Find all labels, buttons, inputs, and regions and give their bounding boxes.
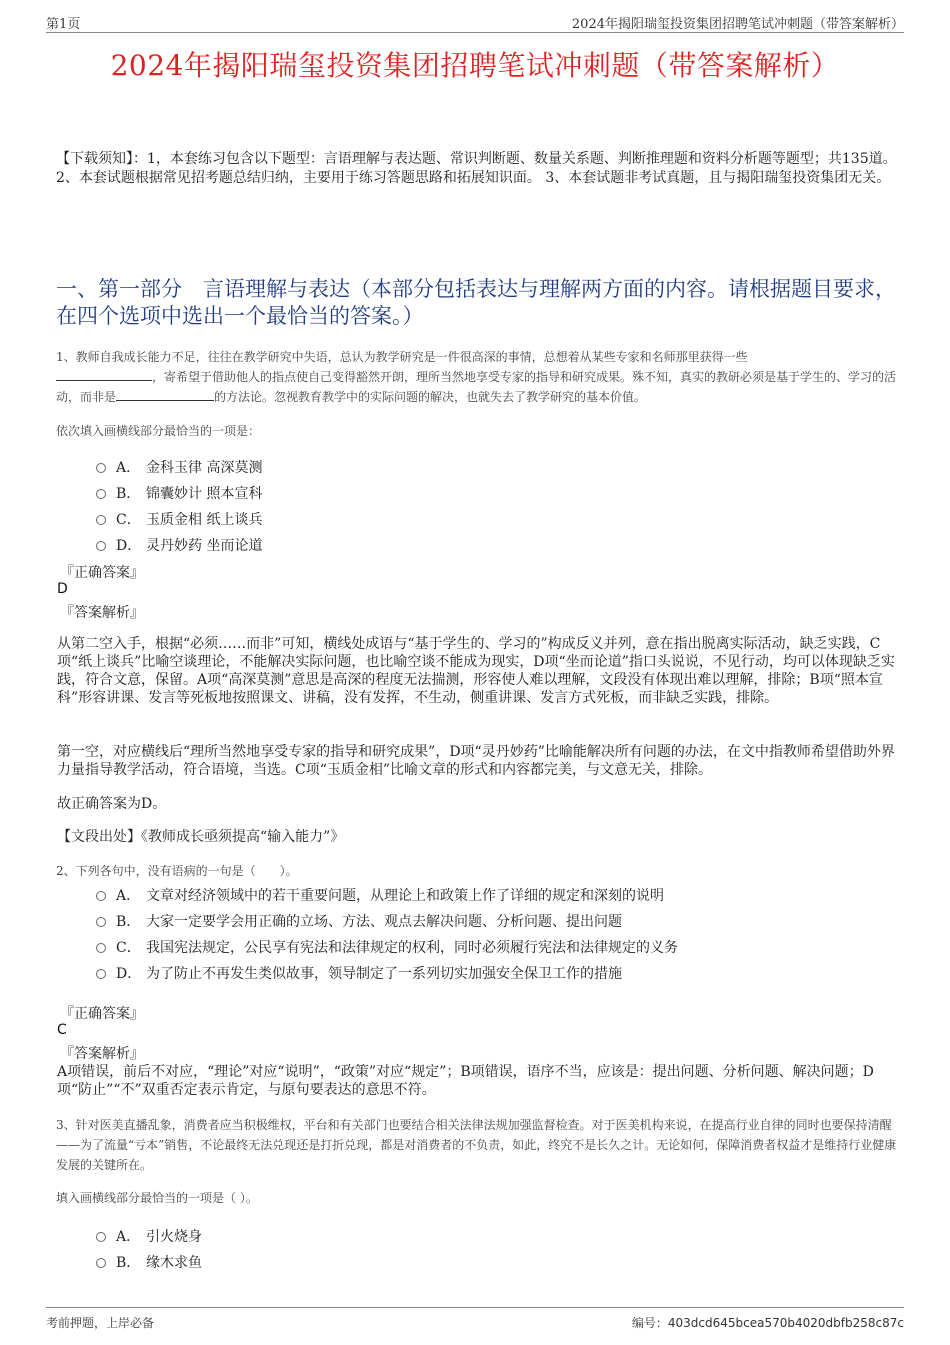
footer-slogan: 考前押题，上岸必备 bbox=[46, 1316, 155, 1330]
q1-answer: D bbox=[57, 581, 68, 597]
q2-option-d[interactable]: D． 为了防止不再发生类似故事，领导制定了一系列切实加强安全保卫工作的措施 bbox=[96, 963, 622, 983]
radio-icon[interactable] bbox=[96, 463, 106, 473]
radio-icon[interactable] bbox=[96, 943, 106, 953]
document-title: 2024年揭阳瑞玺投资集团招聘笔试冲刺题（带答案解析） bbox=[110, 49, 840, 82]
question-3-text: 3、针对医美直播乱象，消费者应当积极维权，平台和有关部门也要结合相关法律法规加强监督检查。对于医美机构来说，在提高行业自律的同时也要保持清醒——为了流量“亏本”销售，不论最终无法兑现还是打折兑现，都是对消费者的不负责，如此，终究不是长久之计。无论如何，保障消费者权益才是维持行业健康发展的关键所在。 bbox=[56, 1118, 897, 1172]
footer-code: 编号：403dcd645bcea570b4020dbfb258c87c bbox=[631, 1316, 904, 1330]
fill-blank-2 bbox=[116, 388, 214, 401]
radio-icon[interactable] bbox=[96, 969, 106, 979]
q1-analysis-label: 『答案解析』 bbox=[60, 605, 144, 621]
q1-option-a[interactable]: A． 金科玉律 高深莫测 bbox=[96, 457, 262, 477]
question-3-prompt: 填入画横线部分最恰当的一项是（ ）。 bbox=[56, 1191, 258, 1205]
q3-option-b[interactable]: B． 缘木求鱼 bbox=[96, 1252, 202, 1272]
header-title: 2024年揭阳瑞玺投资集团招聘笔试冲刺题（带答案解析） bbox=[571, 17, 904, 32]
q1-source: 【文段出处】《教师成长亟须提高“输入能力”》 bbox=[57, 829, 345, 845]
q2-answer: C bbox=[57, 1022, 67, 1038]
question-2-text: 2、下列各句中，没有语病的一句是（ ）。 bbox=[56, 864, 298, 878]
radio-icon[interactable] bbox=[96, 541, 106, 551]
q2-analysis: A项错误，前后不对应，“理论”对应“说明”，“政策”对应“规定”；B项错误，语序不当，应该是：提出问题、分析问题、解决问题；D项“防止”“不”双重否定表示肯定，与原句要表达的意思不符。 bbox=[57, 1064, 874, 1098]
q1-option-d[interactable]: D． 灵丹妙药 坐而论道 bbox=[96, 535, 262, 555]
radio-icon[interactable] bbox=[96, 1258, 106, 1268]
q1-answer-label: 『正确答案』 bbox=[60, 565, 144, 581]
radio-icon[interactable] bbox=[96, 891, 106, 901]
page-header bbox=[46, 10, 904, 33]
page-number: 第1页 bbox=[46, 17, 81, 32]
question-1-prompt: 依次填入画横线部分最恰当的一项是： bbox=[56, 424, 261, 438]
q2-answer-label: 『正确答案』 bbox=[60, 1006, 144, 1022]
q1-analysis-para-2: 第一空，对应横线后“理所当然地享受专家的指导和研究成果”，D项“灵丹妙药”比喻能解决所有问题的办法，在文中指教师希望借助外界力量指导教学活动，符合语境，当选。C项“玉质金相”比喻文章的形式和内容都完美，与文意无关，排除。 bbox=[57, 744, 895, 778]
q3-option-a[interactable]: A． 引火烧身 bbox=[96, 1226, 202, 1246]
q1-analysis-para-3: 故正确答案为D。 bbox=[57, 796, 167, 812]
q2-option-b[interactable]: B． 大家一定要学会用正确的立场、方法、观点去解决问题、分析问题、提出问题 bbox=[96, 911, 622, 931]
radio-icon[interactable] bbox=[96, 489, 106, 499]
radio-icon[interactable] bbox=[96, 917, 106, 927]
question-1-text: 1、教师自我成长能力不足，往往在教学研究中失语，总认为教学研究是一件很高深的事情，总想着从某些专家和名师那里获得一些 ，寄希望于借助他人的指点使自己变得豁然开朗，理所当然地享受专家的指导和研究成果。殊不知，真实的教研必须是基于学生的、学习的活动，而非是 的方法论。忽视教育教学中的实际问题的解决，也就失去了教学研究的基本价值。 bbox=[56, 350, 897, 404]
q2-option-a[interactable]: A． 文章对经济领域中的若干重要问题，从理论上和政策上作了详细的规定和深刻的说明 bbox=[96, 885, 664, 905]
radio-icon[interactable] bbox=[96, 515, 106, 525]
q2-analysis-label: 『答案解析』 bbox=[60, 1046, 144, 1062]
q1-option-b[interactable]: B． 锦囊妙计 照本宣科 bbox=[96, 483, 262, 503]
radio-icon[interactable] bbox=[96, 1232, 106, 1242]
download-notice: 【下载须知】：1，本套练习包含以下题型：言语理解与表达题、常识判断题、数量关系题、判断推理题和资料分析题等题型；共135道。 2、本套试题根据常见招考题总结归纳，主要用于练习答题思路和拓展知识面。 3、本套试题非考试真题，且与揭阳瑞玺投资集团无关。 bbox=[56, 151, 897, 186]
q1-analysis-para-1: 从第二空入手，根据“必须……而非”可知，横线处成语与“基于学生的、学习的”构成反义并列，意在指出脱离实际活动，缺乏实践，C项“纸上谈兵”比喻空谈理论，不能解决实际问题，也比喻空谈不能成为现实，D项“坐而论道”指口头说说，不见行动，均可以体现缺乏实践，符合文意，保留。A项“高深莫测”意思是高深的程度无法揣测，形容使人难以理解，文段没有体现出难以理解，排除；B项“照本宣科”形容讲课、发言等死板地按照课文、讲稿，没有发挥，不生动，侧重讲课、发言方式死板，而非缺乏实践，排除。 bbox=[57, 636, 895, 706]
q2-option-c[interactable]: C． 我国宪法规定，公民享有宪法和法律规定的权利，同时必须履行宪法和法律规定的义务 bbox=[96, 937, 678, 957]
q1-option-c[interactable]: C． 玉质金相 纸上谈兵 bbox=[96, 509, 262, 529]
page-footer bbox=[46, 1307, 904, 1332]
section-title: 一、第一部分 言语理解与表达（本部分包括表达与理解两方面的内容。请根据题目要求，在四个选项中选出一个最恰当的答案。） bbox=[56, 277, 896, 328]
fill-blank-1 bbox=[56, 368, 152, 381]
